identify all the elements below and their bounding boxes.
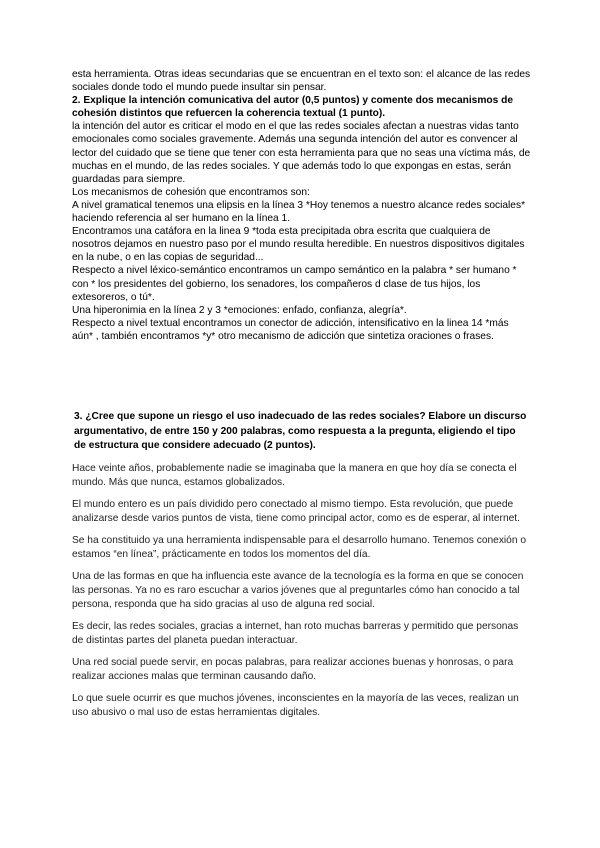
paragraph-textual: Respecto a nivel textual encontramos un conector de adicción, intensificativo en la linea 14 *más aún* , también encontramos *y* otro mecanismo de adicción que sintetiza oraciones o frases. [72, 317, 509, 342]
paragraph-hiperonimia: Una hiperonimia en la línea 2 y 3 *emociones: enfado, confianza, alegría*. [72, 304, 407, 316]
answer-section-2 [72, 410, 530, 728]
paragraph-intro: esta herramienta. Otras ideas secundarias que se encuentran en el texto son: el alcance de las redes sociales donde todo el mundo puede insultar sin pensar. [72, 69, 531, 94]
essay-paragraph: Hace veinte años, probablemente nadie se imaginaba que la manera en que hoy día se conecta el mundo. Más que nunca, estamos globalizados. [72, 462, 517, 488]
essay-paragraph: Se ha constituido ya una herramienta indispensable para el desarrollo humano. Tenemos conexión o estamos “en línea”, prácticamente en todos los momentos del día. [72, 534, 527, 560]
question-2: 2. Explique la intención comunicativa del autor (0,5 puntos) y comente dos mecanismos de cohesión distintos que refuercen la coherencia textual (1 punto). [72, 95, 513, 120]
paragraph-lexico: Respecto a nivel léxico-semántico encontramos un campo semántico en la palabra * ser humano * con * los presidentes del gobierno, los senadores, los compañeros d clase de tus hijos, los extesoreros, o tú*. [72, 265, 517, 303]
essay-paragraph: Es decir, las redes sociales, gracias a internet, han roto muchas barreras y permitido que personas de distintas partes del planeta puedan interactuar. [72, 620, 519, 646]
paragraph-intention: la intención del autor es criticar el modo en el que las redes sociales afectan a nuestras vidas tanto emocionales como sociales gravemente. Además una segunda intención del autor es convencer al lector del cuidado que se tiene que tener con esta herramienta para que no seas una víctima más, de muchas en el mundo, de las redes sociales. Y que además todo lo que expongas en estas, serán guardadas para siempre. [72, 121, 531, 185]
essay-paragraph: El mundo entero es un país dividido pero conectado al mismo tiempo. Esta revolución, que puede analizarse desde varios puntos de vista, tiene como principal actor, como es de esperar, al internet. [72, 498, 520, 524]
essay-paragraph: Una red social puede servir, en pocas palabras, para realizar acciones buenas y honrosas, o para realizar acciones malas que terminan causando daño. [72, 656, 514, 682]
paragraph-catafora: Encontramos una catáfora en la linea 9 *toda esta precipitada obra escrita que cualquiera de nosotros dejamos en nuestro paso por el mundo resulta heredible. En nuestros dispositivos digitales en la nube, o en las copias de seguridad... [72, 226, 525, 264]
answer-section-1 [72, 68, 532, 343]
essay-paragraph: Una de las formas en que ha influencia este avance de la tecnología es la forma en que se conocen las personas. Ya no es raro escuchar a varios jóvenes que al preguntarles cómo han conocido a tal persona, responda que ha sido gracias al uso de alguna red social. [72, 570, 524, 610]
paragraph-elipsis: A nivel gramatical tenemos una elipsis en la línea 3 *Hoy tenemos a nuestro alcance redes sociales* haciendo referencia al ser humano en la línea 1. [72, 199, 526, 225]
question-3: 3. ¿Cree que supone un riesgo el uso inadecuado de las redes sociales? Elabore un discurso argumentativo, de entre 150 y 200 palabras, como respuesta a la pregunta, eligiendo el tipo de estructura que considere adecuado (2 puntos). [74, 411, 527, 451]
paragraph-mechanisms-intro: Los mecanismos de cohesión que encontramos son: [72, 186, 310, 198]
essay-paragraph: Lo que suele ocurrir es que muchos jóvenes, inconscientes en la mayoría de las veces, realizan un uso abusivo o mal uso de estas herramientas digitales. [72, 692, 519, 718]
